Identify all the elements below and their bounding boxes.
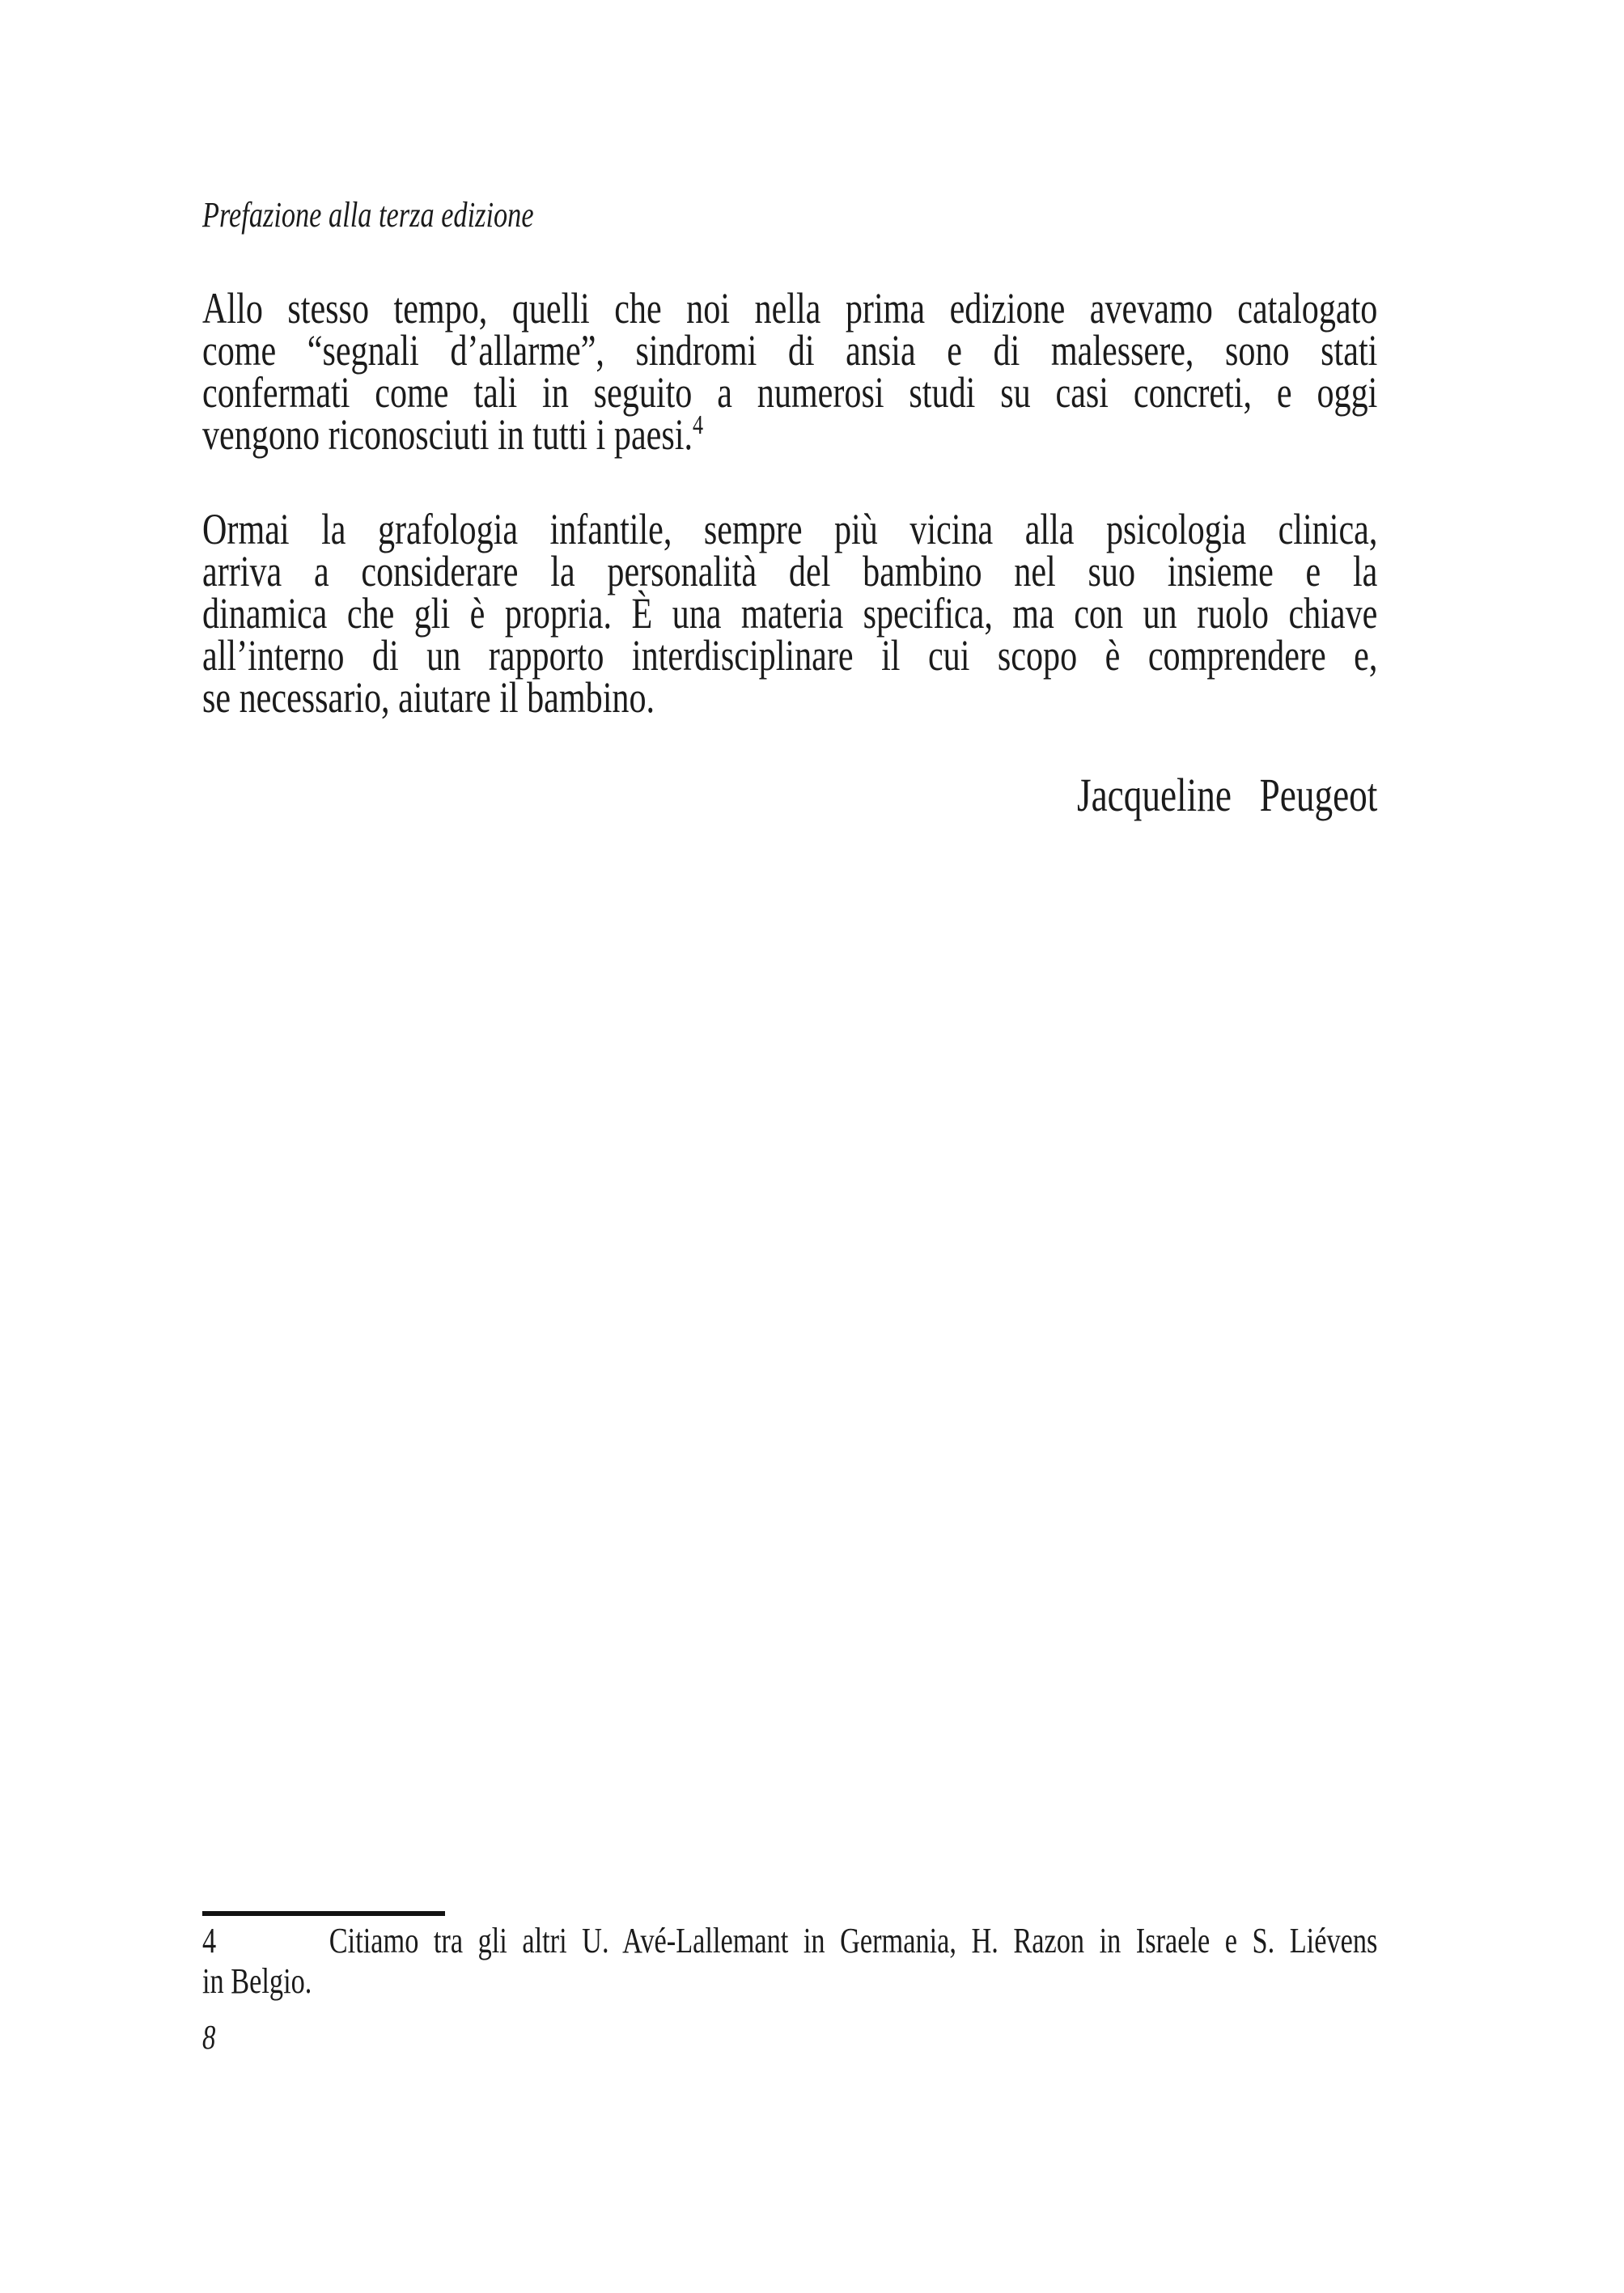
text-line: dinamica che gli è propria. È una materia specifica, ma con un ruolo chiave	[202, 589, 1378, 638]
text-line: come “segnali d’allarme”, sindromi di ansia e di malessere, sono stati	[202, 326, 1378, 375]
paragraph-1-last-line	[202, 410, 1377, 459]
page-number: 8	[202, 2020, 216, 2057]
text-line: vengono riconosciuti in tutti i paesi.	[202, 410, 693, 459]
paragraph-2	[202, 505, 1378, 722]
text-line: arriva a considerare la personalità del bambino nel suo insieme e la	[202, 547, 1378, 596]
footnote-reference: 4	[692, 410, 704, 440]
footnote-divider	[202, 1911, 445, 1916]
text-line: Ormai la grafologia infantile, sempre più vicina alla psicologia clinica,	[202, 505, 1378, 553]
footnote	[202, 1921, 1377, 2002]
text-line: all’interno di un rapporto interdisciplinare il cui scopo è comprendere e,	[202, 631, 1378, 680]
author-signature: Jacqueline Peugeot	[1076, 769, 1378, 821]
footnote-line	[202, 1921, 1377, 1961]
paragraph-1	[202, 284, 1378, 459]
footnote-text-line: in Belgio.	[202, 1961, 312, 2001]
paragraph-2-last-line: se necessario, aiutare il bambino.	[202, 673, 655, 722]
footnote-number: 4	[202, 1921, 217, 1960]
footnote-text-line: Citiamo tra gli altri U. Avé-Lallemant in Germania, H. Razon in Israele e S. Liévens	[329, 1921, 1378, 1960]
running-header: Prefazione alla terza edizione	[202, 195, 534, 235]
text-line: confermati come tali in seguito a numerosi studi su casi concreti, e oggi	[202, 368, 1378, 417]
text-line: Allo stesso tempo, quelli che noi nella prima edizione avevamo catalogato	[202, 284, 1378, 333]
